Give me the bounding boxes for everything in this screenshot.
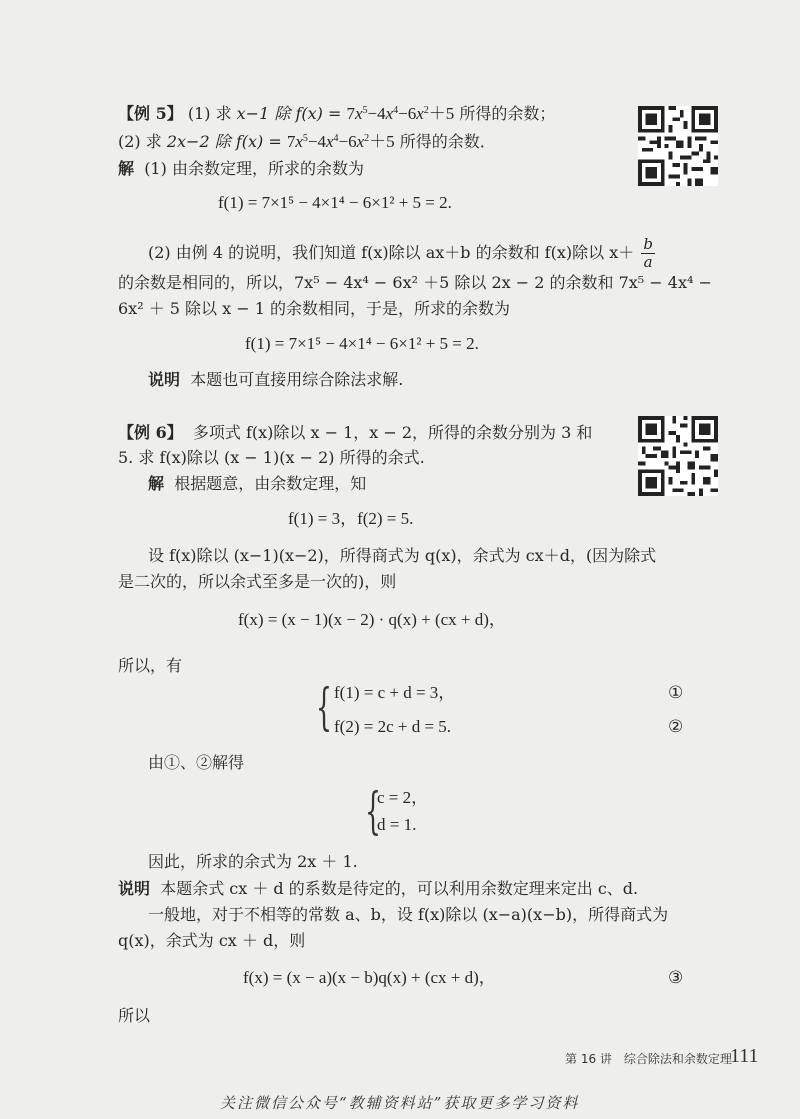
solve-text-6: 根据题意，由余数定理，知 bbox=[174, 474, 367, 493]
note-text: 本题也可直接用综合除法求解. bbox=[190, 370, 404, 389]
example-6-question-1: 多项式 f(x)除以 x − 1，x − 2，所得的余数分别为 3 和 bbox=[192, 423, 593, 442]
therefore-text: 因此，所求的余式为 2x ＋ 1. bbox=[148, 852, 358, 871]
equation-f1: f(1) = 7×1⁵ − 4×1⁴ − 6×1² + 5 = 2. bbox=[218, 193, 452, 212]
example-5-tag: 【例 5】 bbox=[118, 104, 183, 123]
note-text-6: 本题余式 cx ＋ d 的系数是待定的，可以利用余数定理来定出 c、d. bbox=[160, 879, 639, 898]
polynomial-2: $7x^5-4x^4-6x^2+5$ bbox=[286, 132, 395, 151]
fraction-numerator: b bbox=[643, 235, 653, 253]
general-line-2: q(x)，余式为 cx ＋ d，则 bbox=[118, 931, 306, 950]
example-5-line-1 bbox=[118, 103, 555, 125]
solve-label: 解 bbox=[118, 159, 135, 178]
equation-f1-again: f(1) = 7×1⁵ − 4×1⁴ − 6×1² + 5 = 2. bbox=[245, 334, 479, 353]
system-equation-2: f(2) = 2c + d = 5. bbox=[334, 717, 452, 736]
part-1-divisor: x−1 除 bbox=[236, 104, 296, 123]
equation-marker-2: ② bbox=[668, 717, 684, 737]
example-5-line-2 bbox=[118, 131, 496, 153]
solve-text: (1) 由余数定理，所求的余数为 bbox=[144, 159, 364, 178]
example-5-note bbox=[148, 369, 403, 391]
function-label-2: f(x) = bbox=[235, 132, 287, 151]
equation-f1-f2: f(1) = 3，f(2) = 5. bbox=[288, 509, 414, 528]
polynomial: $7x^5-4x^4-6x^2+5$ bbox=[346, 104, 455, 123]
lecture-title: 第 16 讲 综合除法和余数定理 bbox=[565, 1052, 732, 1066]
paragraph-line-1 bbox=[148, 236, 657, 271]
part-1-label: (1) 求 bbox=[187, 104, 237, 123]
part-1-tail: 所得的余数； bbox=[454, 104, 556, 123]
paragraph-line-2: 的余数是相同的，所以，7x⁵ − 4x⁴ − 6x² ＋5 除以 2x − 2 的余数和 7x⁵ − 4x⁴ − bbox=[118, 273, 712, 292]
example-6-note bbox=[118, 878, 638, 900]
example-6-line-2: 5. 求 f(x)除以 (x − 1)(x − 2) 所得的余式. bbox=[118, 448, 425, 467]
equation-marker-3: ③ bbox=[668, 968, 684, 988]
example-6-tag: 【例 6】 bbox=[118, 423, 183, 442]
example-6-solution-intro bbox=[148, 473, 366, 495]
fraction-b-over-a bbox=[641, 236, 655, 271]
page-number: 111 bbox=[730, 1045, 759, 1067]
system-equation-1: f(1) = c + d = 3， bbox=[334, 683, 456, 702]
general-line-1: 一般地，对于不相等的常数 a、b，设 f(x)除以 (x−a)(x−b)，所得商式为 bbox=[148, 905, 669, 924]
solution-d: d = 1. bbox=[377, 815, 417, 834]
solved-from-text: 由①、②解得 bbox=[148, 753, 245, 772]
so-have-text: 所以，有 bbox=[118, 656, 183, 675]
equation-general: f(x) = (x − a)(x − b)q(x) + (cx + d)， bbox=[243, 968, 496, 987]
fraction-denominator: a bbox=[643, 253, 653, 271]
setup-line-1: 设 f(x)除以 (x−1)(x−2)，所得商式为 q(x)，余式为 cx＋d，(因为除式 bbox=[148, 546, 657, 565]
note-label-6: 说明 bbox=[118, 879, 151, 898]
note-label: 说明 bbox=[148, 370, 181, 389]
part-2-divisor: 2x−2 除 bbox=[166, 132, 236, 151]
example-5-solution-intro bbox=[118, 158, 364, 180]
paragraph-line-3: 6x² ＋ 5 除以 x − 1 的余数相同，于是，所求的余数为 bbox=[118, 299, 511, 318]
part-2-tail: 所得的余数． bbox=[394, 132, 496, 151]
qr-code-icon-2[interactable] bbox=[638, 416, 718, 496]
function-label: f(x) = bbox=[295, 104, 347, 123]
example-6-line-1 bbox=[118, 422, 592, 444]
part-2-label: (2) 求 bbox=[118, 132, 167, 151]
paragraph-text-1: (2) 由例 4 的说明，我们知道 f(x)除以 ax＋b 的余数和 f(x)除以 x＋ bbox=[148, 243, 635, 262]
solution-brace: { bbox=[365, 782, 381, 840]
equation-division: f(x) = (x − 1)(x − 2) · q(x) + (cx + d)， bbox=[238, 610, 506, 629]
system-brace: { bbox=[316, 678, 332, 736]
equation-marker-1: ① bbox=[668, 683, 684, 703]
qr-code-icon[interactable] bbox=[638, 106, 718, 186]
solve-label-6: 解 bbox=[148, 474, 165, 493]
setup-line-2: 是二次的，所以余式至多是一次的)，则 bbox=[118, 572, 397, 591]
so-text: 所以 bbox=[118, 1006, 151, 1025]
solution-c: c = 2， bbox=[377, 788, 429, 807]
watermark-text: 关注微信公众号“教辅资料站”获取更多学习资料 bbox=[220, 1094, 580, 1112]
